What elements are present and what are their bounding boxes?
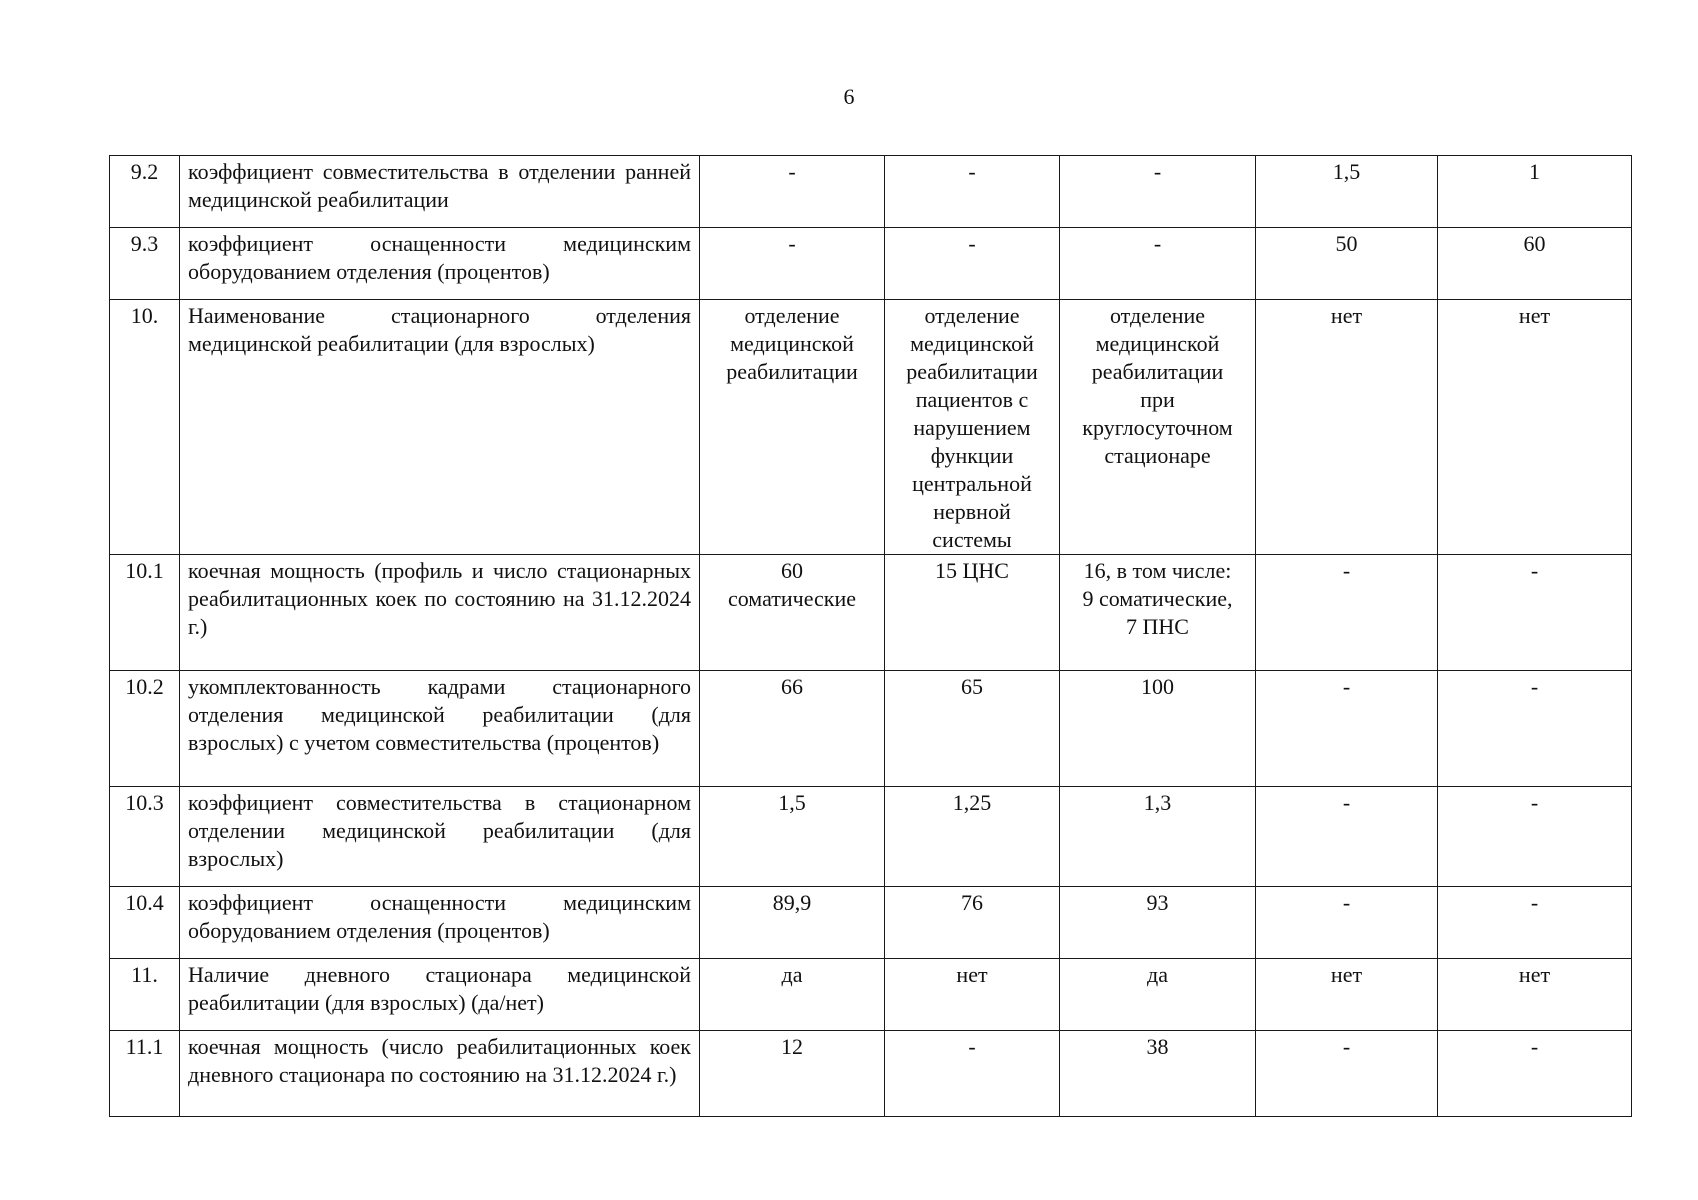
- value-cell: 100: [1060, 671, 1256, 787]
- value-cell: 38: [1060, 1031, 1256, 1117]
- value-cell: -: [1438, 887, 1632, 959]
- value-cell: 15 ЦНС: [885, 555, 1060, 671]
- value-cell: -: [1256, 1031, 1438, 1117]
- value-cell: -: [1256, 671, 1438, 787]
- row-description: коэффициент оснащенности медицинским оборудованием отделения (процентов): [180, 887, 700, 959]
- cell-line: отделение: [744, 303, 840, 328]
- table-row: [110, 156, 1632, 228]
- cell-line: системы: [932, 527, 1012, 552]
- value-cell: -: [1060, 156, 1256, 228]
- row-number: 9.2: [110, 156, 180, 228]
- row-number: 10.4: [110, 887, 180, 959]
- value-cell: -: [700, 228, 885, 300]
- row-number: 9.3: [110, 228, 180, 300]
- cell-line: отделение: [1109, 303, 1206, 328]
- table-row: [110, 671, 1632, 787]
- value-cell: нет: [1438, 300, 1632, 555]
- cell-line: круглосуточном: [1082, 415, 1233, 440]
- value-cell: да: [700, 959, 885, 1031]
- row-number: 10.3: [110, 787, 180, 887]
- value-cell: 50: [1256, 228, 1438, 300]
- cell-line: отделение: [924, 303, 1020, 328]
- value-cell: -: [1256, 887, 1438, 959]
- value-cell: нет: [1256, 300, 1438, 555]
- cell-line: 16, в том числе:: [1083, 558, 1232, 583]
- value-cell: -: [1438, 1031, 1632, 1117]
- value-cell: 1,25: [885, 787, 1060, 887]
- value-cell: -: [1438, 671, 1632, 787]
- cell-line: реабилитации: [906, 359, 1038, 384]
- value-cell: [1060, 555, 1256, 671]
- value-cell: 1: [1438, 156, 1632, 228]
- cell-line: функции: [930, 443, 1014, 468]
- value-cell: 1,5: [700, 787, 885, 887]
- value-cell: -: [885, 228, 1060, 300]
- value-cell: -: [700, 156, 885, 228]
- row-description: Наличие дневного стационара медицинской реабилитации (для взрослых) (да/нет): [180, 959, 700, 1031]
- cell-line: медицинской: [730, 331, 854, 356]
- row-number: 10.: [110, 300, 180, 555]
- value-cell: нет: [885, 959, 1060, 1031]
- value-cell: [700, 300, 885, 555]
- cell-line: 7 ПНС: [1126, 614, 1189, 639]
- row-number: 10.1: [110, 555, 180, 671]
- row-number: 11.: [110, 959, 180, 1031]
- cell-line: 60: [781, 558, 803, 583]
- cell-line: нарушением: [913, 415, 1031, 440]
- table-row: [110, 787, 1632, 887]
- value-cell: [700, 555, 885, 671]
- value-cell: -: [1060, 228, 1256, 300]
- value-cell: [1060, 300, 1256, 555]
- row-description: коэффициент совместительства в отделении ранней медицинской реабилитации: [180, 156, 700, 228]
- value-cell: 76: [885, 887, 1060, 959]
- table-row: [110, 228, 1632, 300]
- value-cell: да: [1060, 959, 1256, 1031]
- value-cell: 12: [700, 1031, 885, 1117]
- value-cell: 93: [1060, 887, 1256, 959]
- value-cell: 66: [700, 671, 885, 787]
- value-cell: -: [1256, 555, 1438, 671]
- value-cell: -: [885, 1031, 1060, 1117]
- value-cell: -: [1256, 787, 1438, 887]
- cell-line: пациентов с: [915, 387, 1029, 412]
- row-description: коэффициент оснащенности медицинским оборудованием отделения (процентов): [180, 228, 700, 300]
- value-cell: нет: [1256, 959, 1438, 1031]
- value-cell: -: [1438, 555, 1632, 671]
- row-description: укомплектованность кадрами стационарного отделения медицинской реабилитации (для взрослых) с учетом совместительства (процентов): [180, 671, 700, 787]
- row-number: 11.1: [110, 1031, 180, 1117]
- value-cell: 1,5: [1256, 156, 1438, 228]
- cell-line: соматические: [727, 586, 857, 611]
- row-description: коэффициент совместительства в стационарном отделении медицинской реабилитации (для взрослых): [180, 787, 700, 887]
- cell-line: медицинской: [1095, 331, 1220, 356]
- value-cell: [885, 300, 1060, 555]
- value-cell: -: [1438, 787, 1632, 887]
- table-row: [110, 887, 1632, 959]
- page-number: 6: [843, 84, 855, 109]
- row-description: коечная мощность (число реабилитационных коек дневного стационара по состоянию на 31.12.2024 г.): [180, 1031, 700, 1117]
- value-cell: нет: [1438, 959, 1632, 1031]
- row-description: Наименование стационарного отделения медицинской реабилитации (для взрослых): [180, 300, 700, 555]
- value-cell: 60: [1438, 228, 1632, 300]
- cell-line: при: [1140, 387, 1175, 412]
- cell-line: нервной: [933, 499, 1011, 524]
- cell-line: медицинской: [910, 331, 1034, 356]
- value-cell: 1,3: [1060, 787, 1256, 887]
- cell-line: центральной: [912, 471, 1032, 496]
- value-cell: -: [885, 156, 1060, 228]
- cell-line: реабилитации: [1091, 359, 1224, 384]
- indicators-table: [109, 155, 1632, 1117]
- cell-line: стационаре: [1104, 443, 1211, 468]
- table-row: [110, 1031, 1632, 1117]
- cell-line: 9 соматические,: [1082, 586, 1233, 611]
- value-cell: 89,9: [700, 887, 885, 959]
- table-row: [110, 959, 1632, 1031]
- table-body: [110, 156, 1632, 1117]
- table-row: [110, 555, 1632, 671]
- cell-line: реабилитации: [726, 359, 858, 384]
- row-number: 10.2: [110, 671, 180, 787]
- value-cell: 65: [885, 671, 1060, 787]
- row-description: коечная мощность (профиль и число стационарных реабилитационных коек по состоянию на 31.12.2024 г.): [180, 555, 700, 671]
- table-row: [110, 300, 1632, 555]
